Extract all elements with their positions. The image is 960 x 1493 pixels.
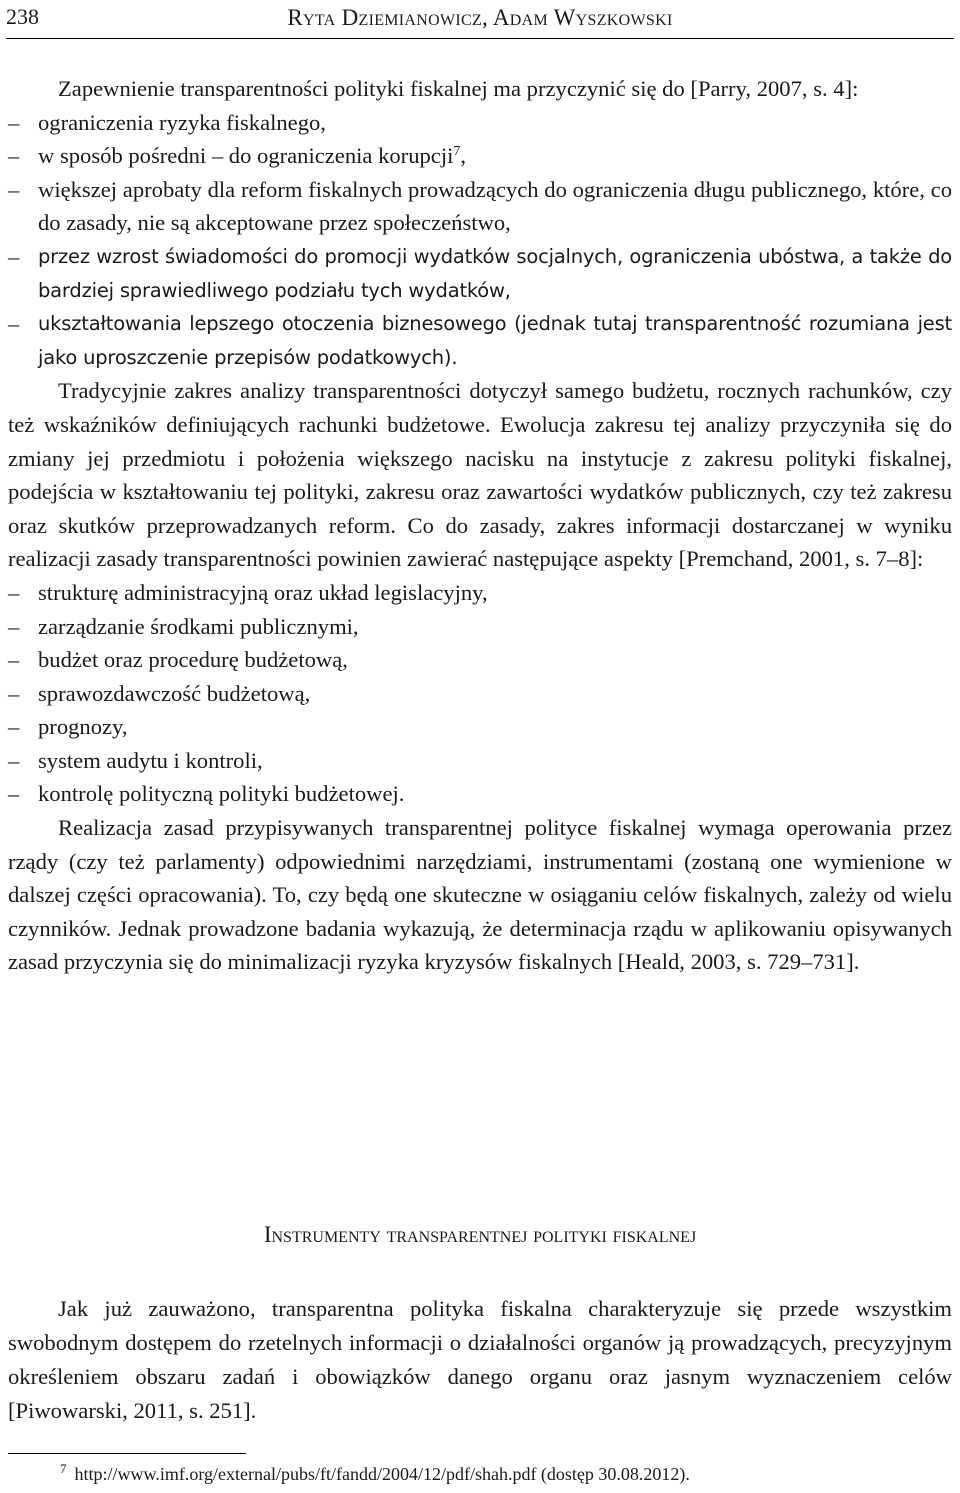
page-number: 238 xyxy=(6,4,39,29)
main-text xyxy=(8,72,952,979)
paragraph: Realizacja zasad przypisywanych transparentnej polityce fiskalnej wymaga operowania przez rządy (czy też parlamenty) odpowiednimi narzędziami, instrumentami (zostaną one wymienione w dalszej części opracowania). To, czy będą one skuteczne w osiąganiu celów fiskalnych, zależy od wielu czynników. Jednak prowadzone badania wykazują, że determinacja rządu w aplikowaniu opisywanych zasad przyczynia się do minimalizacji ryzyka kryzysów fiskalnych [Heald, 2003, s. 729–731]. xyxy=(8,815,952,975)
list-item: – w sposób pośredni – do ograniczenia korupcji$^7$, xyxy=(8,139,952,173)
section-heading: Instrumenty transparentnej polityki fiskalnej xyxy=(263,1222,697,1247)
paragraph: Jak już zauważono, transparentna polityka fiskalna charakteryzuje się przede wszystkim swobodnym dostępem do rzetelnych informacji o działalności organów ją prowadzących, precyzyjnym określeniem obszaru zadań i obowiązków danego organu oraz jasnym wyznaczeniem celów [Piwowarski, 2011, s. 251]. xyxy=(8,1296,952,1423)
list-item: – strukturę administracyjną oraz układ legislacyjny, xyxy=(8,576,952,610)
list-item: – prognozy, xyxy=(8,710,952,744)
list-item: – ograniczenia ryzyka fiskalnego, xyxy=(8,106,952,140)
list-item: – zarządzanie środkami publicznymi, xyxy=(8,610,952,644)
benefits-list-continued xyxy=(8,240,952,374)
list-item: – kontrolę polityczną polityki budżetowej. xyxy=(8,777,952,811)
footnote-mark: 7 xyxy=(60,1461,67,1476)
list-item: – ukształtowania lepszego otoczenia biznesowego (jednak tutaj transparentność rozumiana jest jako uproszczenie przepisów podatkowych). xyxy=(8,307,952,374)
running-head: Ryta Dziemianowicz, Adam Wyszkowski xyxy=(287,5,673,30)
list-item: – budżet oraz procedurę budżetową, xyxy=(8,643,952,677)
page-header xyxy=(6,0,954,39)
list-item: – przez wzrost świadomości do promocji wydatków socjalnych, ograniczenia ubóstwa, a także do bardziej sprawiedliwego podziału tych wydatków, xyxy=(8,240,952,307)
list-item: – sprawozdawczość budżetową, xyxy=(8,677,952,711)
benefits-list xyxy=(8,106,952,240)
footnote-divider xyxy=(8,1453,246,1454)
aspects-list xyxy=(8,576,952,811)
paragraph: Tradycyjnie zakres analizy transparentności dotyczył samego budżetu, rocznych rachunków, czy też wskaźników definiujących rachunki budżetowe. Ewolucja zakresu tej analizy przyczyniła się do zmiany jej przedmiotu i położenia większego nacisku na instytucje z zakresu polityki fiskalnej, podejścia w kształtowaniu tej polityki, zakresu oraz zawartości wydatków publicznych, czy też zakresu oraz skutków przeprowadzanych reform. Co do zasady, zakres informacji dostarczanej w wyniku realizacji zasady transparentności powinien zawierać następujące aspekty [Premchand, 2001, s. 7–8]: xyxy=(8,378,952,572)
footnote xyxy=(60,1461,690,1485)
section-text xyxy=(8,1292,952,1428)
list-item: – większej aprobaty dla reform fiskalnych prowadzących do ograniczenia długu publicznego, które, co do zasady, nie są akceptowane przez społeczeństwo, xyxy=(8,173,952,240)
footnote-ref: 7 xyxy=(453,144,461,160)
list-item: – system audytu i kontroli, xyxy=(8,744,952,778)
footnote-text: http://www.imf.org/external/pubs/ft/fandd/2004/12/pdf/shah.pdf (dostęp 30.08.2012). xyxy=(74,1464,690,1484)
intro-paragraph: Zapewnienie transparentności polityki fiskalnej ma przyczynić się do [Parry, 2007, s. 4]: xyxy=(58,76,859,101)
